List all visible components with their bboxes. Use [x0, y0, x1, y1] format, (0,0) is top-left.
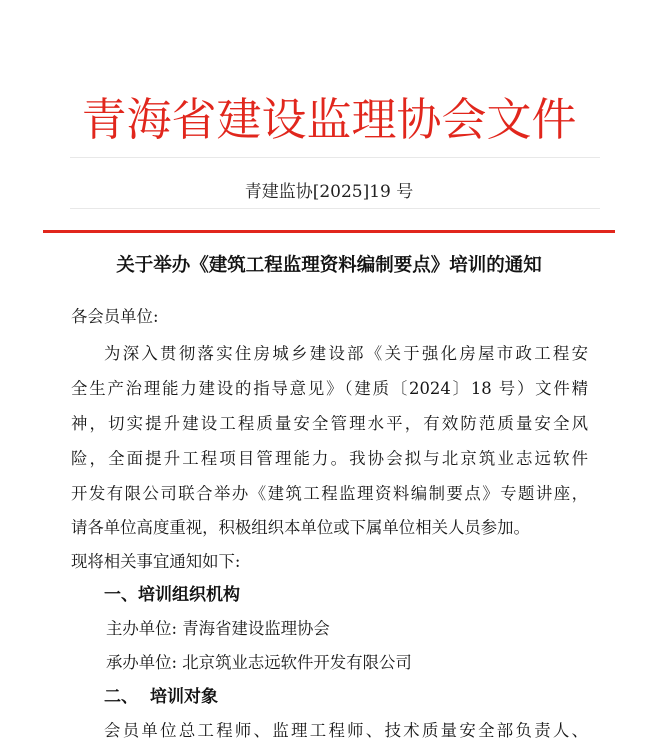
- document-header-title: 青海省建设监理协会文件: [81, 93, 577, 146]
- red-header-divider: [43, 230, 615, 233]
- section-number: 二、: [104, 687, 138, 707]
- body-paragraph-line: 全生产治理能力建设的指导意见》（建质〔2024〕18 号）文件精: [71, 379, 588, 398]
- body-paragraph-line: 开发有限公司联合举办《建筑工程监理资料编制要点》专题讲座，: [71, 484, 588, 503]
- body-paragraph-line: 现将相关事宜通知如下:: [71, 552, 241, 571]
- body-paragraph-line: 请各单位高度重视，积极组织本单位或下属单位相关人员参加。: [71, 518, 530, 537]
- section-heading-audience: [104, 686, 218, 708]
- document-number: 青建监协[2025]19 号: [244, 182, 414, 202]
- document-number-thin-divider: [70, 208, 600, 209]
- audience-body-line: 会员单位总工程师、监理工程师、技术质量安全部负责人、: [104, 721, 588, 740]
- body-paragraph-line: 神，切实提升建设工程质量安全管理水平，有效防范质量安全风: [71, 414, 588, 433]
- body-paragraph-line: 为深入贯彻落实住房城乡建设部《关于强化房屋市政工程安: [104, 344, 588, 363]
- salutation: 各会员单位:: [71, 307, 159, 326]
- organizer-field: 主办单位: 青海省建设监理协会: [106, 619, 330, 638]
- notice-title: 关于举办《建筑工程监理资料编制要点》培训的通知: [116, 255, 542, 276]
- section-heading-text: 培训对象: [150, 687, 218, 707]
- section-heading-organizers: 一、培训组织机构: [104, 585, 240, 605]
- co-organizer-field: 承办单位: 北京筑业志远软件开发有限公司: [106, 653, 412, 672]
- header-thin-divider: [70, 157, 600, 158]
- body-paragraph-line: 险，全面提升工程项目管理能力。我协会拟与北京筑业志远软件: [71, 449, 588, 468]
